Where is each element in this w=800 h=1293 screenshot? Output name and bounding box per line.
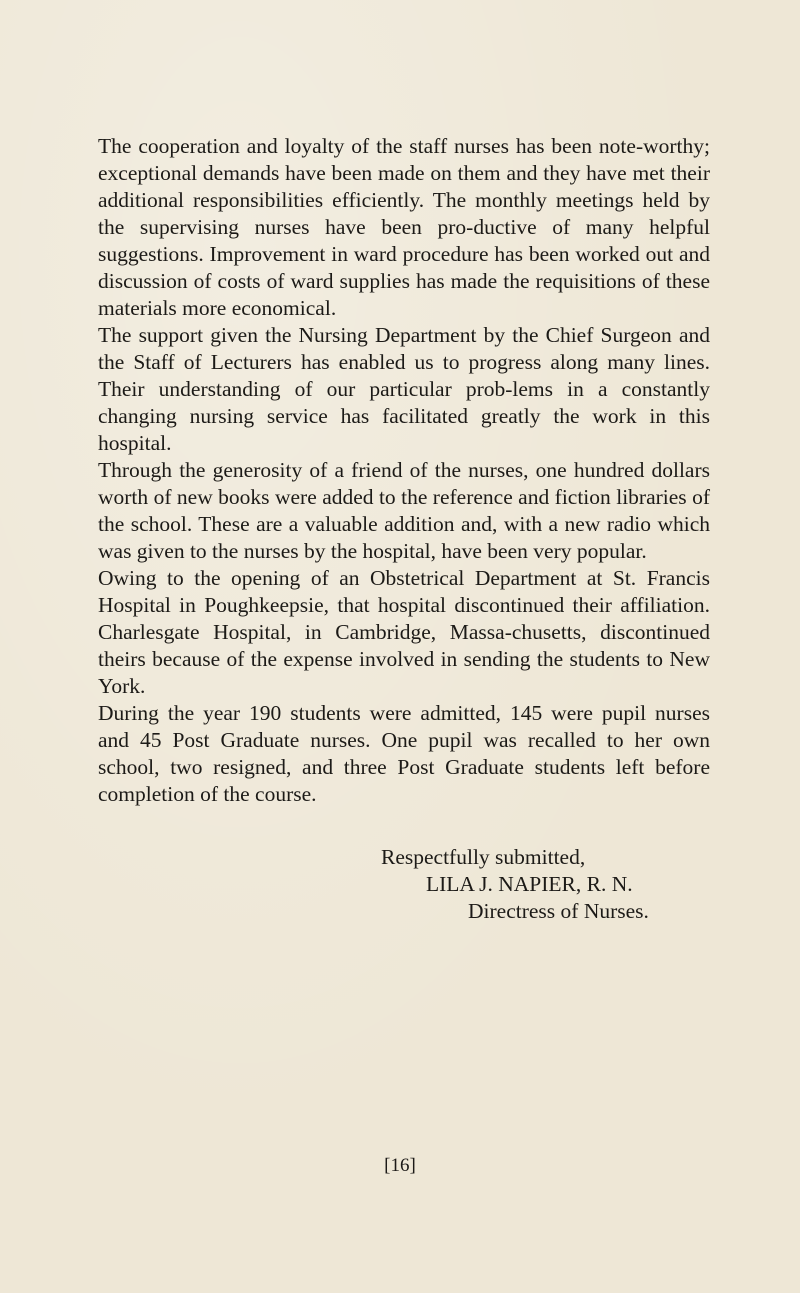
paragraph-library-books: Through the generosity of a friend of the nurses, one hundred dollars worth of new books were added to the reference and fiction libraries of the school. These are a valuable addition and, with a new radio which was given to the nurses by the hospital, have been very popular. [98,458,710,563]
signature-title: Directress of Nurses. [468,899,649,923]
page-number: [16] [384,1155,416,1176]
paragraph-nursing-support: The support given the Nursing Department by the Chief Surgeon and the Staff of Lecturers has enabled us to progress along many lines. Their understanding of our particular prob-lems in a constantly changing nursing service has facilitated greatly the work in this hospital. [98,323,710,455]
paragraph-student-admissions: During the year 190 students were admitted, 145 were pupil nurses and 45 Post Graduate nurses. One pupil was recalled to her own school, two resigned, and three Post Graduate students left before completion of the course. [98,701,710,806]
paragraph-staff-nurses: The cooperation and loyalty of the staff nurses has been note-worthy; exceptional demands have been made on them and they have met their additional responsibilities efficiently. The monthly meetings held by the supervising nurses have been pro-ductive of many helpful suggestions. Improvement in ward procedure has been worked out and discussion of costs of ward supplies has made the requisitions of these materials more economical. [98,134,710,320]
signature-name: LILA J. NAPIER, R. N. [426,872,633,896]
body-text [98,133,710,808]
signature-closing: Respectfully submitted, [381,845,586,869]
paragraph-affiliations: Owing to the opening of an Obstetrical Department at St. Francis Hospital in Poughkeepsie, that hospital discontinued their affiliation. Charlesgate Hospital, in Cambridge, Massa-chusetts, discontinued theirs because of the expense involved in sending the students to New York. [98,566,710,698]
